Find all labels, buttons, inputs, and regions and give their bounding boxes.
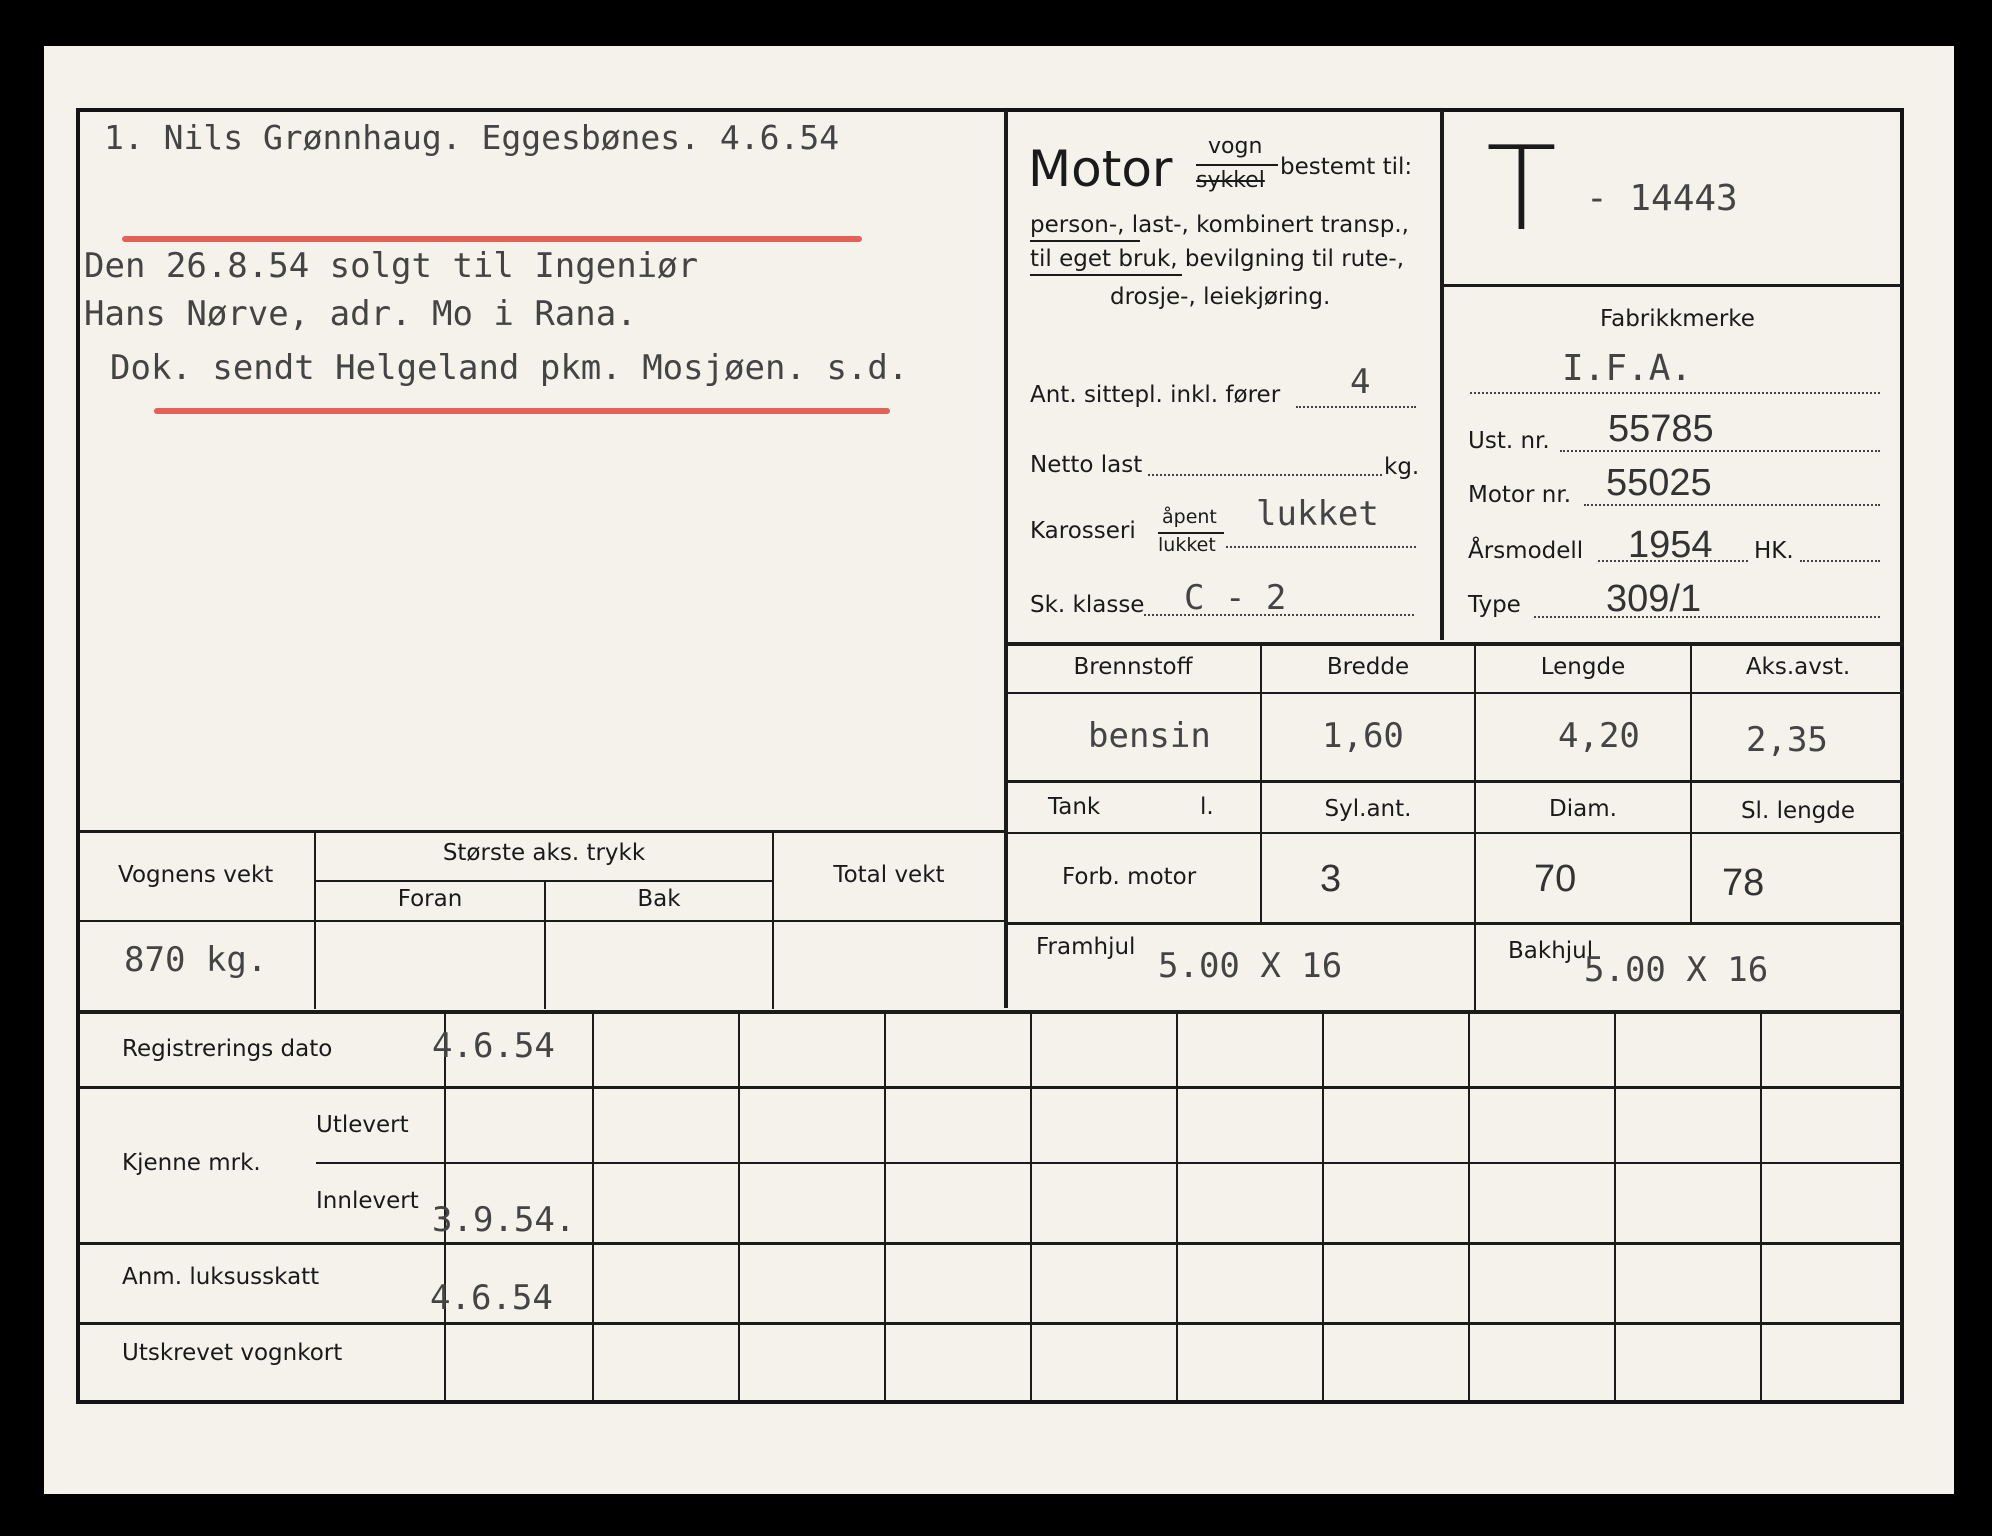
divider [1006,832,1904,834]
skklasse-label: Sk. klasse [1030,592,1145,618]
divider [1006,922,1904,925]
grid-column [1614,1014,1616,1400]
type-label: Type [1468,592,1521,618]
diam-header: Diam. [1549,796,1617,822]
divider [80,1086,1902,1089]
divider [80,920,1004,922]
grid-column [1030,1014,1032,1400]
underline [1030,274,1182,276]
usage-line-2: til eget bruk, bevilgning til rute-, [1030,246,1405,272]
dotted-line [1800,560,1880,562]
aksavst-value: 2,35 [1746,720,1828,760]
divider [1444,284,1902,287]
diam-value: 70 [1534,858,1577,900]
lengde-value: 4,20 [1558,716,1640,756]
netto-label: Netto last [1030,452,1143,478]
vognens-vekt-label: Vognens vekt [118,862,274,888]
bak-label: Bak [637,886,681,912]
sylant-value: 3 [1320,858,1342,900]
foran-label: Foran [397,886,463,912]
reg-number: - 14443 [1586,178,1738,219]
sykkel-label: sykkel [1196,168,1265,193]
sitteplasser-value: 4 [1350,362,1371,402]
lengde-header: Lengde [1540,654,1626,680]
grid-column [884,1014,886,1400]
motor-title: Motor [1028,140,1173,198]
reg-dato-value: 4.6.54 [432,1026,555,1066]
sale-line-3: Dok. sendt Helgeland pkm. Mosjøen. s.d. [110,348,909,388]
ust-value: 55785 [1608,408,1714,450]
sllengde-header: Sl. lengde [1740,798,1856,824]
grid-column [738,1014,740,1400]
bestemt-label: bestemt til: [1280,154,1413,180]
hk-label: HK. [1754,538,1794,564]
brennstoff-header: Brennstoff [1073,654,1193,680]
grid-column [1468,1014,1470,1400]
sale-line-2: Hans Nørve, adr. Mo i Rana. [84,294,637,334]
strike-line [122,236,862,242]
bredde-value: 1,60 [1322,716,1404,756]
innlevert-label: Innlevert [316,1188,419,1214]
dotted-line [1470,392,1880,394]
divider [316,1162,1902,1164]
innlevert-value: 3.9.54. [432,1200,576,1240]
vogn-label: vogn [1208,134,1263,159]
tank-unit: l. [1200,794,1214,820]
divider [80,1322,1902,1325]
divider [1006,692,1904,694]
karosseri-value: lukket [1256,494,1379,534]
luksusskatt-label: Anm. luksusskatt [122,1264,320,1290]
bakhjul-label: Bakhjul [1508,938,1594,964]
type-value: 309/1 [1606,578,1702,620]
total-vekt-label: Total vekt [833,862,945,888]
karosseri-label: Karosseri [1030,518,1136,544]
underline [1030,240,1140,242]
motor-nr-value: 55025 [1606,462,1712,504]
strike-line [154,408,890,414]
divider [1004,110,1008,1008]
storste-aks-label: Største aks. trykk [442,840,646,866]
divider [1006,642,1904,646]
dotted-line [1148,474,1382,476]
grid-column [1322,1014,1324,1400]
framhjul-label: Framhjul [1036,934,1136,960]
fabrikk-value: I.F.A. [1562,348,1693,389]
divider [80,830,1004,833]
fabrikk-label: Fabrikkmerke [1600,306,1755,332]
netto-unit: kg. [1384,454,1420,480]
aksavst-header: Aks.avst. [1745,654,1851,680]
dotted-line [1296,406,1416,408]
divider [772,833,774,1009]
arsmodell-label: Årsmodell [1468,538,1584,564]
arsmodell-value: 1954 [1628,524,1713,566]
karosseri-lukket: lukket [1158,534,1216,556]
luksusskatt-value: 4.6.54 [430,1278,553,1318]
bredde-header: Bredde [1326,654,1410,680]
sylant-header: Syl.ant. [1324,796,1412,822]
brennstoff-value: bensin [1088,716,1211,756]
divider [80,1010,1902,1014]
grid-column [592,1014,594,1400]
fraction-line [1196,164,1278,166]
divider [1440,110,1444,640]
vekt-value: 870 kg. [124,940,268,980]
sale-line-1: Den 26.8.54 solgt til Ingeniør [84,246,699,286]
owner-line: 1. Nils Grønnhaug. Eggesbønes. 4.6.54 [104,118,840,157]
grid-column [1176,1014,1178,1400]
dotted-line [1226,546,1416,548]
tank-label: Tank [1048,794,1101,820]
utlevert-label: Utlevert [316,1112,409,1138]
usage-line-3: drosje-, leiekjøring. [1110,284,1331,310]
bakhjul-value: 5.00 X 16 [1584,950,1769,990]
divider [80,1242,1902,1245]
kjenne-mrk-label: Kjenne mrk. [122,1150,261,1176]
grid-column [1760,1014,1762,1400]
sitteplasser-label: Ant. sittepl. inkl. fører [1030,382,1281,408]
reg-letter: T [1486,122,1557,257]
motor-nr-label: Motor nr. [1468,482,1572,508]
skklasse-value: C - 2 [1184,578,1287,618]
dotted-line [1534,616,1880,618]
usage-line-1: person-, last-, kombinert transp., [1030,212,1409,238]
ust-label: Ust. nr. [1468,428,1550,454]
reg-dato-label: Registrerings dato [122,1036,333,1062]
divider [1474,925,1476,1013]
framhjul-value: 5.00 X 16 [1158,946,1343,986]
sllengde-value: 78 [1722,862,1765,904]
forb-motor-label: Forb. motor [1062,864,1197,890]
karosseri-apent: åpent [1162,506,1217,528]
divider [1006,780,1904,783]
vognkort-label: Utskrevet vognkort [122,1340,343,1366]
